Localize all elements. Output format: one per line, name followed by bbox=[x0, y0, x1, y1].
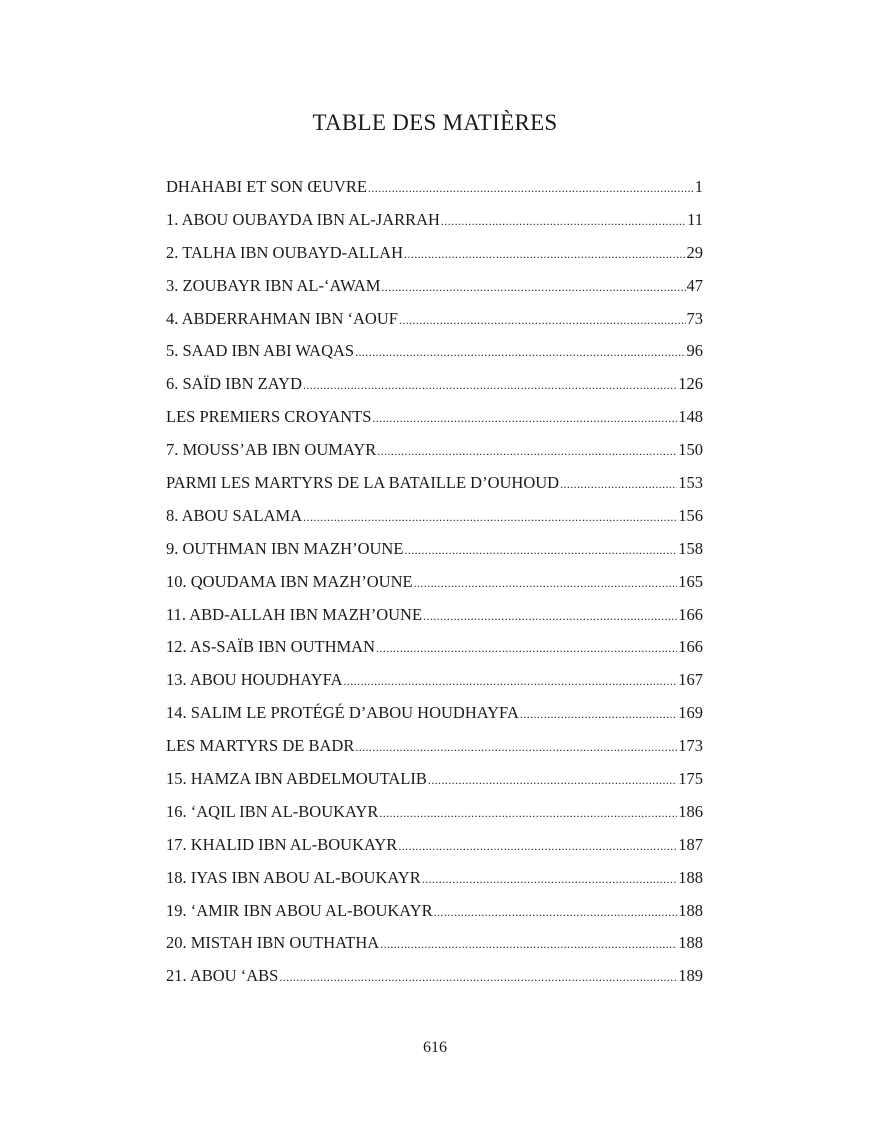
toc-entry-page: 73 bbox=[686, 308, 703, 328]
page-number: 616 bbox=[423, 1039, 447, 1056]
toc-entry-page: 166 bbox=[678, 637, 703, 657]
toc-entry-title: LES PREMIERS CROYANTS bbox=[166, 407, 372, 427]
toc-dot-leader bbox=[423, 609, 677, 624]
toc-entry-title: 8. ABOU SALAMA bbox=[166, 505, 303, 525]
toc-entry-title: 21. ABOU ‘ABS bbox=[166, 966, 279, 986]
toc-entry-page: 126 bbox=[678, 374, 703, 394]
toc-dot-leader bbox=[372, 411, 677, 426]
toc-entry-title: 15. HAMZA IBN ABDELMOUTALIB bbox=[166, 769, 427, 789]
toc-entry-page: 166 bbox=[678, 604, 703, 624]
toc-entry-title: 9. OUTHMAN IBN MAZH’OUNE bbox=[166, 538, 404, 558]
toc-dot-leader bbox=[279, 970, 677, 985]
toc-entry-page: 169 bbox=[678, 703, 703, 723]
toc-dot-leader bbox=[428, 773, 677, 788]
toc-entry-title: LES MARTYRS DE BADR bbox=[166, 736, 355, 756]
toc-dot-leader bbox=[343, 674, 677, 689]
toc-entry-title: 20. MISTAH IBN OUTHATHA bbox=[166, 933, 380, 953]
toc-entry-page: 158 bbox=[678, 538, 703, 558]
toc-entry-title: 10. QOUDAMA IBN MAZH’OUNE bbox=[166, 571, 413, 591]
toc-entry bbox=[166, 703, 703, 736]
toc-dot-leader bbox=[414, 576, 678, 591]
page-title: TABLE DES MATIÈRES bbox=[312, 110, 558, 135]
toc-entry-title: 16. ‘AQIL IBN AL-BOUKAYR bbox=[166, 801, 379, 821]
toc-entry-page: 173 bbox=[678, 736, 703, 756]
toc-dot-leader bbox=[368, 181, 694, 196]
toc-entry-title: PARMI LES MARTYRS DE LA BATAILLE D’OUHOUD bbox=[166, 473, 560, 493]
toc-entry-title: 11. ABD-ALLAH IBN MAZH’OUNE bbox=[166, 604, 423, 624]
toc-entry-title: 2. TALHA IBN OUBAYD-ALLAH bbox=[166, 242, 404, 262]
toc-entry bbox=[166, 473, 703, 506]
toc-entry bbox=[166, 835, 703, 868]
toc-entry-page: 188 bbox=[678, 867, 703, 887]
toc-entry bbox=[166, 637, 703, 670]
toc-dot-leader bbox=[355, 345, 685, 360]
toc-dot-leader bbox=[355, 740, 677, 755]
toc-entry bbox=[166, 177, 703, 210]
toc-entry-page: 156 bbox=[678, 505, 703, 525]
toc-entry bbox=[166, 868, 703, 901]
toc-entry bbox=[166, 572, 703, 605]
toc-dot-leader bbox=[381, 280, 685, 295]
toc-entry-title: 6. SAÏD IBN ZAYD bbox=[166, 374, 302, 394]
toc-entry-title: 18. IYAS IBN ABOU AL-BOUKAYR bbox=[166, 867, 421, 887]
toc-dot-leader bbox=[404, 543, 677, 558]
toc-entry-page: 1 bbox=[694, 177, 703, 196]
toc-entry-page: 96 bbox=[686, 341, 703, 361]
toc-dot-leader bbox=[303, 510, 677, 525]
toc-entry bbox=[166, 276, 703, 309]
toc-entry bbox=[166, 933, 703, 966]
toc-entry bbox=[166, 769, 703, 802]
toc-entry-title: 3. ZOUBAYR IBN AL-‘AWAM bbox=[166, 275, 381, 295]
toc-dot-leader bbox=[380, 937, 677, 952]
toc-entry bbox=[166, 309, 703, 342]
toc-entry bbox=[166, 243, 703, 276]
toc-dot-leader bbox=[399, 313, 686, 328]
toc-entry-title: 13. ABOU HOUDHAYFA bbox=[166, 670, 343, 690]
toc-entry bbox=[166, 407, 703, 440]
toc-entry-page: 153 bbox=[678, 473, 703, 493]
toc-dot-leader bbox=[398, 839, 677, 854]
toc-entry bbox=[166, 802, 703, 835]
toc-dot-leader bbox=[422, 872, 678, 887]
toc-dot-leader bbox=[434, 905, 678, 920]
toc-entry-page: 186 bbox=[678, 801, 703, 821]
toc-entry-title: 1. ABOU OUBAYDA IBN AL-JARRAH bbox=[166, 209, 440, 229]
toc-entry-page: 187 bbox=[678, 834, 703, 854]
toc-entry-page: 165 bbox=[678, 571, 703, 591]
toc-entry-title: 7. MOUSS’AB IBN OUMAYR bbox=[166, 440, 377, 460]
toc-dot-leader bbox=[376, 641, 677, 656]
toc-entry-page: 188 bbox=[678, 900, 703, 920]
toc-entry bbox=[166, 605, 703, 638]
toc-entry-title: 14. SALIM LE PROTÉGÉ D’ABOU HOUDHAYFA bbox=[166, 703, 519, 723]
toc-entry-title: 17. KHALID IBN AL-BOUKAYR bbox=[166, 834, 398, 854]
toc-entry bbox=[166, 440, 703, 473]
toc-entry-page: 29 bbox=[686, 242, 703, 262]
toc-dot-leader bbox=[441, 214, 686, 229]
toc-entry-title: 4. ABDERRAHMAN IBN ‘AOUF bbox=[166, 308, 398, 328]
toc-entry-page: 175 bbox=[678, 769, 703, 789]
toc-dot-leader bbox=[377, 444, 677, 459]
toc-entry-page: 188 bbox=[678, 933, 703, 953]
toc-entry-title: 5. SAAD IBN ABI WAQAS bbox=[166, 341, 355, 361]
toc-entry bbox=[166, 341, 703, 374]
toc-entry-page: 148 bbox=[678, 407, 703, 427]
toc-entry bbox=[166, 901, 703, 934]
toc-entry bbox=[166, 736, 703, 769]
toc-dot-leader bbox=[404, 247, 685, 262]
toc-entry-title: 12. AS-SAÏB IBN OUTHMAN bbox=[166, 637, 376, 657]
table-of-contents bbox=[166, 177, 703, 999]
toc-entry-page: 150 bbox=[678, 440, 703, 460]
toc-entry-title: 19. ‘AMIR IBN ABOU AL-BOUKAYR bbox=[166, 900, 433, 920]
toc-entry bbox=[166, 670, 703, 703]
toc-entry bbox=[166, 539, 703, 572]
toc-dot-leader bbox=[379, 806, 677, 821]
toc-entry bbox=[166, 210, 703, 243]
toc-entry-page: 167 bbox=[678, 670, 703, 690]
toc-entry bbox=[166, 506, 703, 539]
toc-entry-page: 189 bbox=[678, 966, 703, 986]
toc-dot-leader bbox=[560, 477, 677, 492]
toc-entry bbox=[166, 374, 703, 407]
toc-entry-title: DHAHABI ET SON ŒUVRE bbox=[166, 177, 367, 196]
toc-dot-leader bbox=[520, 707, 677, 722]
toc-entry bbox=[166, 966, 703, 999]
toc-dot-leader bbox=[303, 378, 677, 393]
toc-entry-page: 47 bbox=[686, 275, 703, 295]
toc-entry-page: 11 bbox=[687, 209, 703, 229]
